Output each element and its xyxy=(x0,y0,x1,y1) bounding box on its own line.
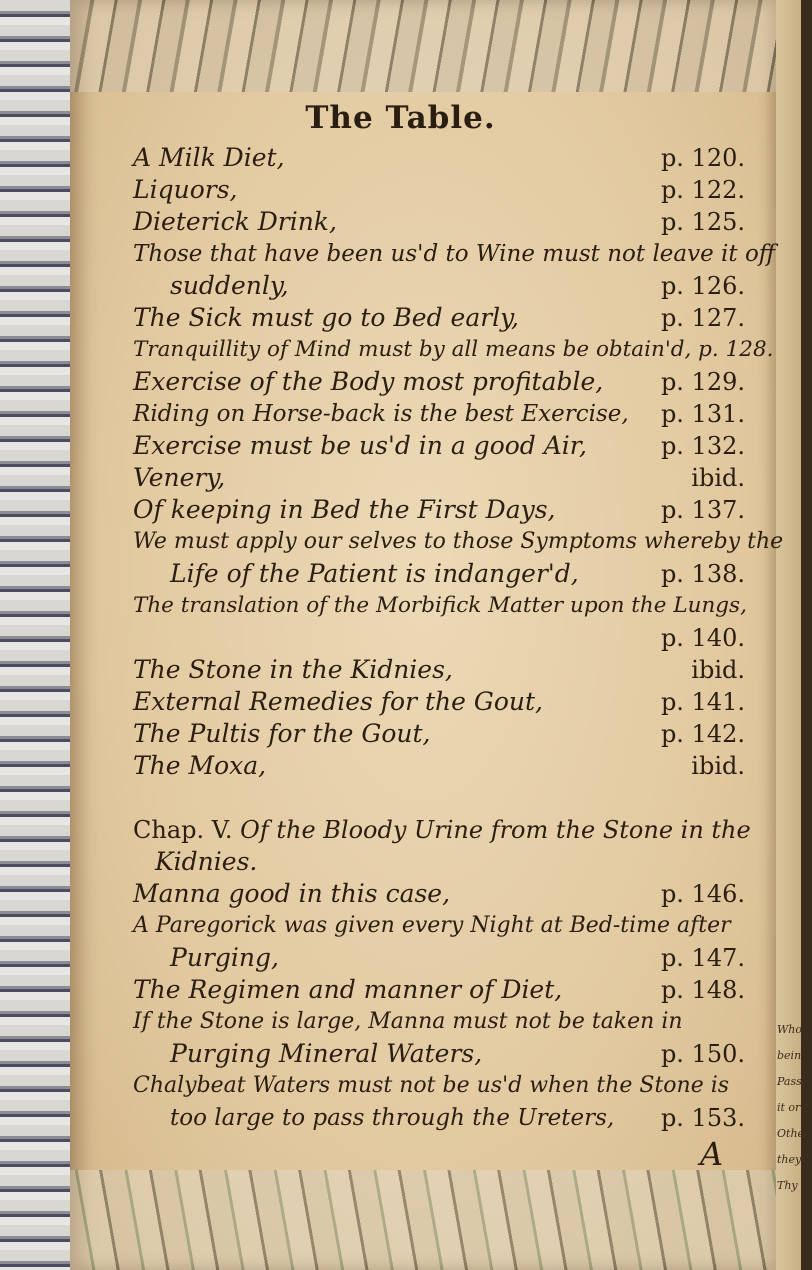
toc-entry xyxy=(133,335,774,365)
toc-entry-page: p. 140. xyxy=(660,624,745,652)
chapter-label: Chap. V. xyxy=(133,816,233,844)
toc-entry-text: The Pultis for the Gout, xyxy=(133,719,431,748)
toc-entry xyxy=(133,879,745,909)
toc-entry-text: Purging, xyxy=(170,943,279,972)
toc-entry-page: p. 126. xyxy=(660,272,745,300)
toc-entry-page: p. 147. xyxy=(660,944,745,972)
toc-entry-text: Purging Mineral Waters, xyxy=(170,1039,483,1068)
toc-entry-page: p. 129. xyxy=(660,368,745,396)
toc-entry-page: p. 122. xyxy=(660,176,745,204)
toc-entry-text: A Milk Diet, xyxy=(133,143,285,172)
toc-entry-text: Life of the Patient is indanger'd, xyxy=(170,559,579,588)
toc-entry-page: p. 127. xyxy=(660,304,745,332)
toc-entry-text: Those that have been us'd to Wine must not leave it off xyxy=(133,241,776,267)
toc-entry-text: Chalybeat Waters must not be us'd when the Stone is xyxy=(133,1073,730,1098)
toc-entry xyxy=(170,943,745,973)
toc-entry-text: The translation of the Morbifick Matter upon the Lungs, xyxy=(133,593,747,618)
toc-entry-page: p. 141. xyxy=(660,688,745,716)
toc-entry xyxy=(133,719,745,749)
toc-entry-text: Dieterick Drink, xyxy=(133,207,337,236)
toc-entry-page: p. 131. xyxy=(660,400,745,428)
toc-entry xyxy=(133,687,745,717)
toc-entry xyxy=(133,399,745,429)
toc-entry-page: p. 138. xyxy=(660,560,745,588)
toc-entry-page: ibid. xyxy=(691,752,745,780)
toc-entry xyxy=(133,143,745,173)
margin-fragment: Whole xyxy=(777,1023,812,1036)
toc-entry xyxy=(170,1103,745,1133)
toc-entry xyxy=(133,463,745,493)
toc-entry-text: The Regimen and manner of Diet, xyxy=(133,975,563,1004)
margin-fragment: Pass xyxy=(777,1075,802,1088)
margin-fragment: Thy xyxy=(777,1179,798,1192)
toc-entry-page: p. 150. xyxy=(660,1040,745,1068)
toc-entry-text: The Stone in the Kidnies, xyxy=(133,655,453,684)
toc-entry xyxy=(133,175,745,205)
toc-entry xyxy=(133,239,776,269)
toc-entry xyxy=(133,495,745,525)
toc-entry-page: ibid. xyxy=(691,464,745,492)
toc-entry xyxy=(170,559,745,589)
toc-entry-page: p. 146. xyxy=(660,880,745,908)
toc-entry xyxy=(170,1039,745,1069)
toc-entry xyxy=(133,911,745,941)
toc-entry xyxy=(170,271,745,301)
toc-entry xyxy=(133,303,745,333)
catchword: A xyxy=(700,1135,724,1173)
toc-entry-text: suddenly, xyxy=(170,271,289,300)
chapter-heading xyxy=(133,815,751,845)
toc-entry xyxy=(133,975,745,1005)
toc-entry-text: Manna good in this case, xyxy=(133,879,451,908)
page-title: The Table. xyxy=(305,100,496,136)
toc-entry-text: Of keeping in Bed the First Days, xyxy=(133,495,556,524)
toc-entry-page: p. 142. xyxy=(660,720,745,748)
toc-entry-page: p. 137. xyxy=(660,496,745,524)
toc-entry-text: Exercise must be us'd in a good Air, xyxy=(133,431,587,460)
toc-entry xyxy=(133,367,745,397)
toc-entry-text: Riding on Horse-back is the best Exercise, xyxy=(133,401,629,427)
toc-entry xyxy=(133,431,745,461)
toc-entry-text: The Moxa, xyxy=(133,751,267,780)
chapter-title: Of the Bloody Urine from the Stone in the xyxy=(240,816,751,844)
margin-fragment: being xyxy=(777,1049,809,1062)
toc-entry-page: p. 153. xyxy=(660,1104,745,1132)
toc-entry-text: Tranquillity of Mind must by all means be obtain'd, p. 128. xyxy=(133,337,774,362)
toc-entry xyxy=(133,591,745,621)
toc-entry xyxy=(133,655,745,685)
chapter-title-continued: Kidnies. xyxy=(155,847,258,876)
toc-entry-page: p. 120. xyxy=(660,144,745,172)
toc-entry-text: We must apply our selves to those Symptoms whereby the xyxy=(133,529,784,554)
toc-entry xyxy=(133,207,745,237)
toc-entry-text: A Paregorick was given every Night at Bed-time after xyxy=(133,913,731,938)
toc-entry-text: too large to pass through the Ureters, xyxy=(170,1105,615,1131)
toc-entry-page: p. 132. xyxy=(660,432,745,460)
toc-entry xyxy=(133,751,745,781)
toc-entry xyxy=(133,1071,745,1101)
toc-entry-text: Venery, xyxy=(133,463,226,492)
toc-entry-text: External Remedies for the Gout, xyxy=(133,687,543,716)
toc-entry-page: p. 148. xyxy=(660,976,745,1004)
toc-entry-text: Liquors, xyxy=(133,175,238,204)
toc-entry xyxy=(133,527,784,557)
toc-entry xyxy=(133,1007,745,1037)
toc-entry-text: The Sick must go to Bed early, xyxy=(133,303,519,332)
toc-entry-text: Exercise of the Body most profitable, xyxy=(133,367,604,396)
toc-entry-page: ibid. xyxy=(691,656,745,684)
margin-fragment: they xyxy=(777,1153,802,1166)
toc-entry-text: If the Stone is large, Manna must not be taken in xyxy=(133,1009,683,1034)
toc-entry-page: p. 125. xyxy=(660,208,745,236)
chapter-heading-continued xyxy=(155,847,257,877)
margin-fragment: Other xyxy=(777,1127,810,1140)
margin-fragment: it or xyxy=(777,1101,801,1114)
